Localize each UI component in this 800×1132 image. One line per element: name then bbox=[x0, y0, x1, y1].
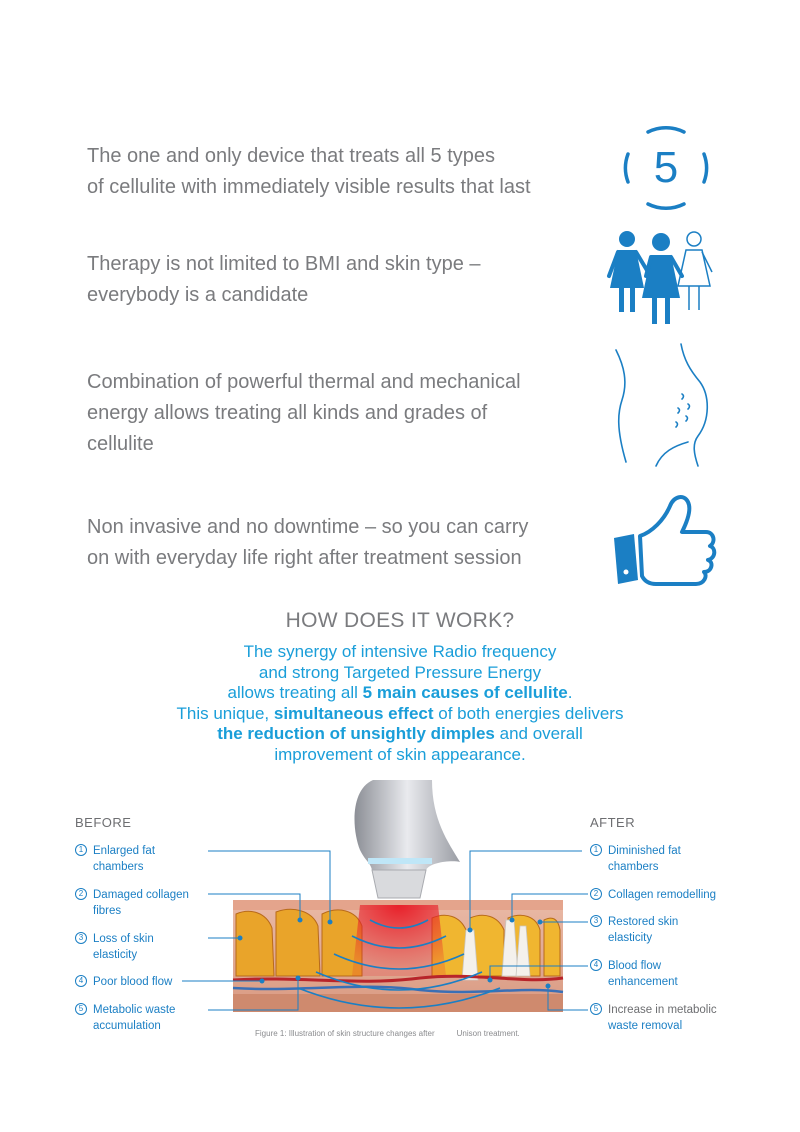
handpiece bbox=[354, 780, 460, 870]
number-2-icon: 2 bbox=[75, 888, 87, 900]
highlight-five-causes: 5 main causes of cellulite bbox=[362, 683, 568, 702]
highlight-simultaneous-effect: simultaneous effect bbox=[273, 703, 434, 723]
intro-line-5: the reduction of unsightly dimples and overall bbox=[217, 724, 583, 743]
intro-line-1: The synergy of intensive Radio frequency bbox=[243, 642, 557, 661]
number-2-icon: 2 bbox=[590, 888, 602, 900]
intro-line-3: allows treating all 5 main causes of cellulite. bbox=[227, 683, 573, 702]
how-it-works-title: HOW DOES IT WORK? bbox=[285, 609, 515, 632]
number-1-icon: 1 bbox=[590, 844, 602, 856]
before-item-3: 3 Loss of skin elasticity bbox=[75, 931, 154, 963]
number-3-icon: 3 bbox=[75, 932, 87, 944]
before-item-2: 2 Damaged collagen fibres bbox=[75, 887, 189, 919]
number-1-icon: 1 bbox=[75, 844, 87, 856]
number-4-icon: 4 bbox=[590, 959, 602, 971]
thumbs-up-icon bbox=[606, 488, 718, 592]
before-item-5: 5 Metabolic waste accumulation bbox=[75, 1002, 175, 1034]
number-3-icon: 3 bbox=[590, 915, 602, 927]
after-heading: AFTER bbox=[590, 815, 636, 830]
five-types-icon bbox=[618, 120, 714, 216]
intro-line-6: improvement of skin appearance. bbox=[274, 744, 526, 764]
after-item-1: 1 Diminished fat chambers bbox=[590, 843, 681, 875]
feature-text-energy: Combination of powerful thermal and mechanical energy allows treating all kinds and grades of cellulite bbox=[87, 371, 521, 455]
after-item-2: 2 Collagen remodelling bbox=[590, 887, 716, 903]
five-number: 5 bbox=[653, 143, 679, 192]
feature-text-no-downtime: Non invasive and no downtime – so you can carry on with everyday life right after treatment session bbox=[87, 516, 529, 569]
after-item-3: 3 Restored skin elasticity bbox=[590, 914, 678, 946]
feature-text-candidates: Therapy is not limited to BMI and skin type – everybody is a candidate bbox=[87, 253, 481, 306]
figure-caption: Figure 1: Illustration of skin structure changes after Unison treatment. bbox=[255, 1029, 520, 1038]
before-heading: BEFORE bbox=[75, 815, 132, 830]
after-item-4: 4 Blood flow enhancement bbox=[590, 958, 678, 990]
before-item-1: 1 Enlarged fat chambers bbox=[75, 843, 155, 875]
highlight-reduction-dimples: the reduction of unsightly dimples bbox=[217, 724, 495, 743]
number-5-icon: 5 bbox=[75, 1003, 87, 1015]
intro-line-4: This unique, simultaneous effect of both energies delivers bbox=[176, 703, 624, 723]
feature-text-five-types: The one and only device that treats all 5 types of cellulite with immediately visible results that last bbox=[87, 145, 531, 198]
intro-line-2: and strong Targeted Pressure Energy bbox=[258, 662, 542, 682]
before-item-4: 4 Poor blood flow bbox=[75, 974, 172, 990]
after-item-5: 5 Increase in metabolic waste removal bbox=[590, 1002, 717, 1034]
number-4-icon: 4 bbox=[75, 975, 87, 987]
people-icon bbox=[606, 228, 716, 328]
how-it-works-description bbox=[100, 642, 700, 765]
body-cellulite-icon bbox=[606, 342, 716, 468]
number-5-icon: 5 bbox=[590, 1003, 602, 1015]
